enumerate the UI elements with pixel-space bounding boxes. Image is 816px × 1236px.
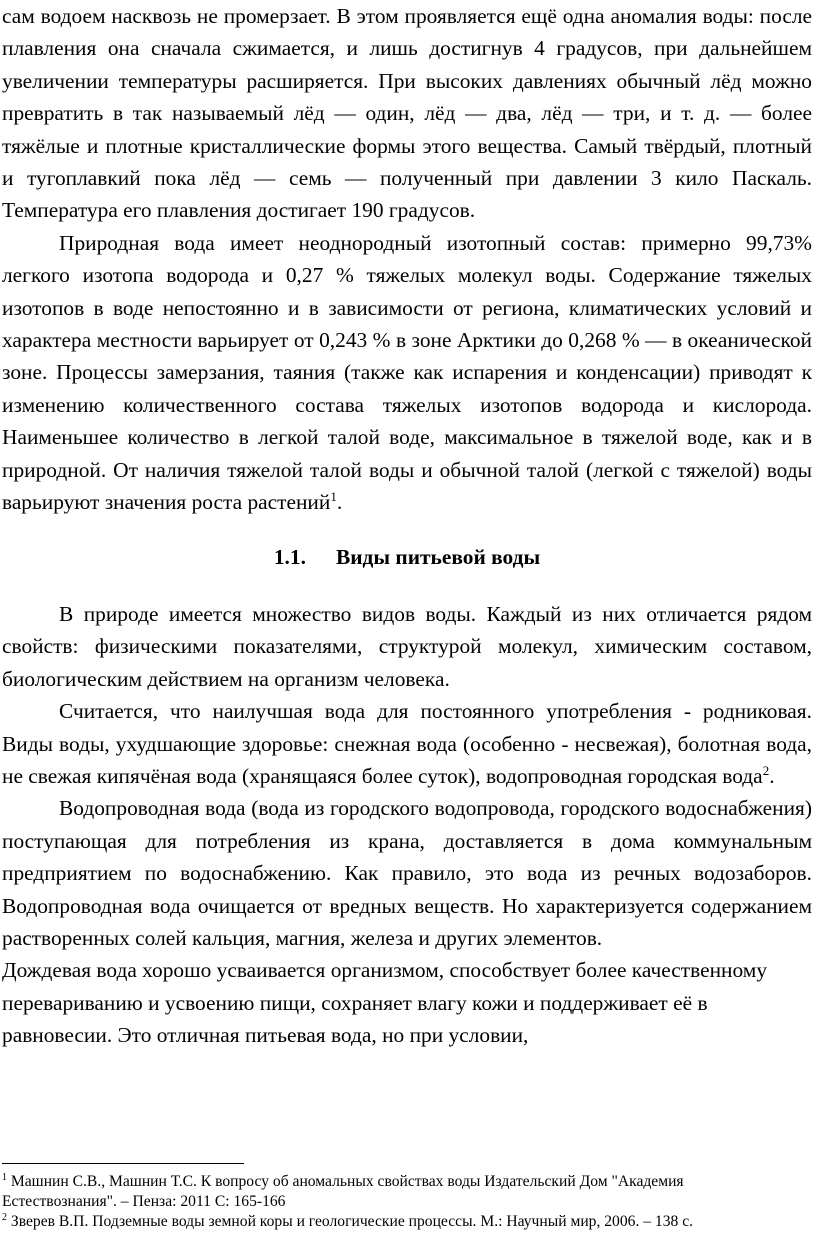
paragraph-rain-water xyxy=(2,954,812,1051)
paragraph-water-types xyxy=(2,598,812,695)
footnote-2 xyxy=(2,1212,792,1232)
paragraph-isotope-composition xyxy=(2,227,812,519)
footnote-ref-1[interactable]: 1 xyxy=(330,488,337,504)
footnote-ref-2[interactable]: 2 xyxy=(762,762,770,778)
footnote-text: Машнин С.В., Машнин Т.С. К вопросу об аномальных свойствах воды Издательский Дом "Академия Естествознания". – Пенза: 2011 С: 165-166 xyxy=(2,1173,684,1210)
section-number: 1.1. xyxy=(273,544,306,569)
footnote-1 xyxy=(2,1172,792,1212)
paragraph-text: Природная вода имеет неоднородный изотопный состав: примерно 99,73% легкого изотопа водорода и 0,27 % тяжелых молекул воды. Содержание тяжелых изотопов в воде непостоянно и в зависимости от региона, климатических условий и характера местности варьирует от 0,243 % в зоне Арктики до 0,268 % — в океанической зоне. Процессы замерзания, таяния (также как испарения и конденсации) приводят к изменению количественного состава тяжелых изотопов водорода и кислорода. Наименьшее количество в легкой талой воде, максимальное в тяжелой воде, как и в природной. От наличия тяжелой талой воды и обычной талой (легкой с тяжелой) воды варьируют значения роста растений xyxy=(2,230,812,515)
paragraph-spring-water xyxy=(2,695,812,792)
paragraph-text: Считается, что наилучшая вода для постоянного употребления - родниковая. Виды воды, ухудшающие здоровье: снежная вода (особенно - несвежая), болотная вода, не свежая кипячёная вода (хранящаяся более суток), водопроводная городская вода xyxy=(2,699,812,788)
paragraph-tail: . xyxy=(769,763,775,788)
section-title: Виды питьевой воды xyxy=(335,544,541,569)
body-text xyxy=(2,0,812,1052)
footnotes xyxy=(2,1172,792,1232)
footnote-mark: 2 xyxy=(2,1211,7,1223)
paragraph-ice-anomaly xyxy=(2,0,812,227)
paragraph-tail: . xyxy=(336,490,343,515)
paragraph-text: Водопроводная вода (вода из городского водопровода, городского водоснабжения) поступающая для потребления из крана, доставляется в дома коммунальным предприятием по водоснабжению. Как правило, это вода из речных водозаборов. Водопроводная вода очищается от вредных веществ. Но характеризуется содержанием растворенных солей кальция, магния, железа и других элементов. xyxy=(2,796,812,950)
paragraph-text: сам водоем насквозь не промерзает. В этом проявляется ещё одна аномалия воды: после плавления она сначала сжимается, и лишь достигнув 4 градусов, при дальнейшем увеличении температуры расширяется. При высоких давлениях обычный лёд можно превратить в так называемый лёд — один, лёд — два, лёд — три, и т. д. — более тяжёлые и плотные кристаллические формы этого вещества. Самый твёрдый, плотный и тугоплавкий пока лёд — семь — полученный при давлении 3 кило Паскаль. Температура его плавления достигает 190 градусов. xyxy=(2,4,812,223)
footnote-mark: 1 xyxy=(2,1171,7,1183)
footnote-text: Зверев В.П. Подземные воды земной коры и геологические процессы. М.: Научный мир, 2006. – 138 с. xyxy=(7,1213,694,1230)
paragraph-text: Дождевая вода хорошо усваивается организмом, способствует более качественному перевариванию и усвоению пищи, сохраняет влагу кожи и поддерживает её в равновесии. Это отличная питьевая вода, но при условии, xyxy=(2,958,768,1048)
footnote-separator xyxy=(2,1163,244,1164)
paragraph-text: В природе имеется множество видов воды. Каждый из них отличается рядом свойств: физическими показателями, структурой молекул, химическим составом, биологическим действием на организм человека. xyxy=(2,601,812,691)
section-heading xyxy=(2,519,812,598)
paragraph-tap-water xyxy=(2,792,812,954)
